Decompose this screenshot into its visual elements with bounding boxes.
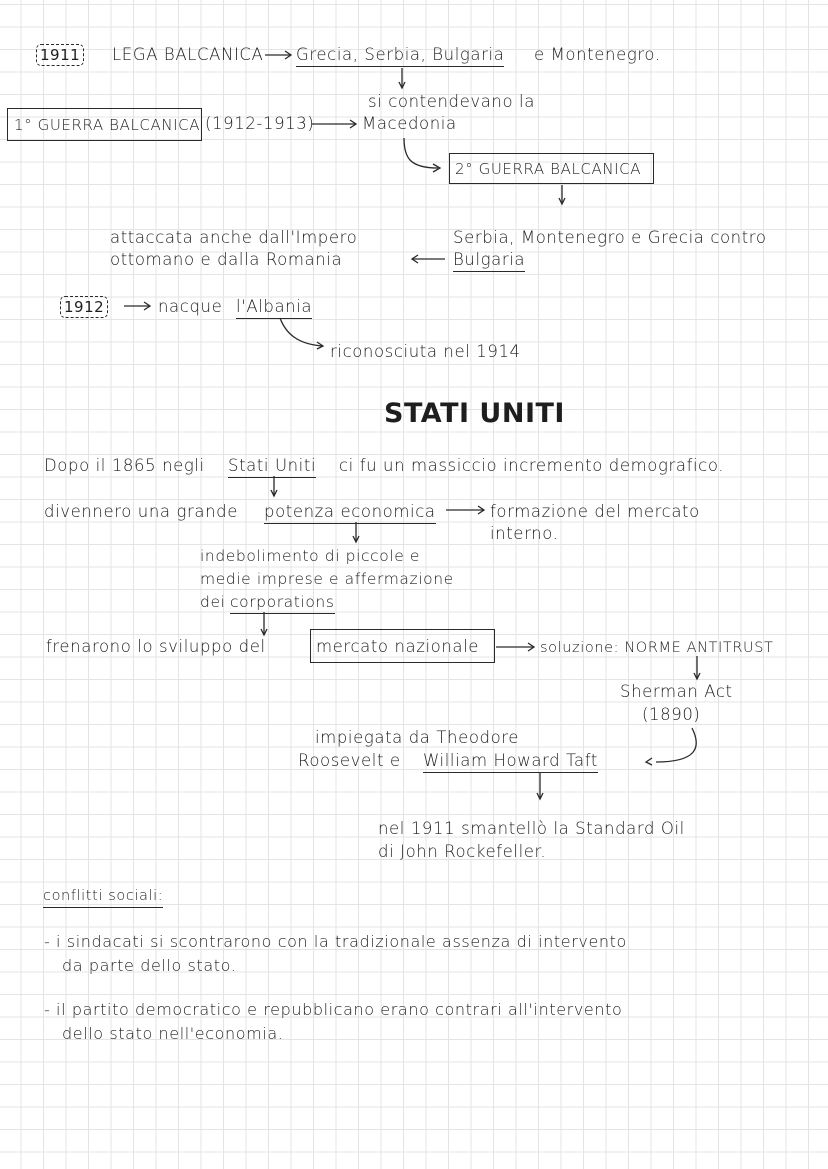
used-by-2-key: William Howard Taft: [423, 751, 598, 773]
date-badge-1912: 1912: [60, 296, 108, 318]
attacked-line-1: attaccata anche dall'Impero: [110, 228, 358, 247]
used-by-1: impiegata da Theodore: [315, 728, 520, 747]
conflict-item-2-line-2: dello stato nell'economia.: [62, 1024, 284, 1043]
league-members-tail: e Montenegro.: [534, 45, 661, 64]
contend-line-2: Macedonia: [362, 114, 457, 133]
conflicts-heading: conflitti sociali:: [43, 886, 163, 908]
albania-pre: nacque: [158, 297, 223, 316]
albania-recognized: riconosciuta nel 1914: [330, 342, 521, 361]
sherman-act-1: Sherman Act: [620, 682, 733, 701]
usa-line2-pre: divennero una grande: [44, 502, 238, 521]
sherman-act-2: (1890): [642, 705, 701, 724]
contend-line-1: si contendevano la: [368, 92, 535, 111]
brake-pre: frenarono lo sviluppo del: [46, 637, 266, 656]
internal-market-2: interno.: [490, 524, 559, 543]
first-war-label: 1° GUERRA BALCANICA: [14, 116, 201, 134]
usa-line2-key: potenza economica: [264, 502, 436, 524]
date-badge-1911: 1911: [36, 44, 84, 66]
league-members: Grecia, Serbia, Bulgaria: [296, 45, 504, 67]
weakening-2: medie imprese e affermazione: [200, 570, 454, 588]
conflict-item-1-line-1: - i sindacati si scontrarono con la tradizionale assenza di intervento: [44, 932, 627, 951]
standard-oil-1: nel 1911 smantellò la Standard Oil: [378, 819, 685, 838]
weakening-1: indebolimento di piccole e: [200, 547, 421, 565]
attacked-line-2: ottomano e dalla Romania: [110, 250, 343, 269]
weakening-3-pre: dei: [200, 593, 226, 611]
lega-balcanica-label: LEGA BALCANICA: [112, 45, 264, 64]
section-title-stati-uniti: STATI UNITI: [384, 398, 565, 429]
standard-oil-2: di John Rockefeller.: [378, 842, 547, 861]
corporations-label: corporations: [230, 592, 335, 614]
solution-antitrust: soluzione: NORME ANTITRUST: [540, 640, 774, 656]
national-market-label: mercato nazionale: [316, 637, 480, 656]
usa-line1-pre: Dopo il 1865 negli: [44, 456, 205, 475]
albania-label: l'Albania: [236, 297, 312, 319]
conflict-item-2-line-1: - il partito democratico e repubblicano erano contrari all'intervento: [44, 1000, 623, 1019]
internal-market-1: formazione del mercato: [490, 502, 700, 521]
used-by-2-pre: Roosevelt e: [298, 751, 401, 770]
conflict-item-1-line-2: da parte dello stato.: [62, 956, 237, 975]
second-war-sides-1: Serbia, Montenegro e Grecia contro: [453, 228, 767, 247]
second-war-sides-2: Bulgaria: [453, 250, 525, 272]
usa-line1-key: Stati Uniti: [228, 456, 316, 478]
first-war-years: (1912-1913): [205, 114, 315, 133]
second-war-label: 2° GUERRA BALCANICA: [455, 160, 642, 178]
usa-line1-post: ci fu un massiccio incremento demografico.: [339, 456, 725, 475]
